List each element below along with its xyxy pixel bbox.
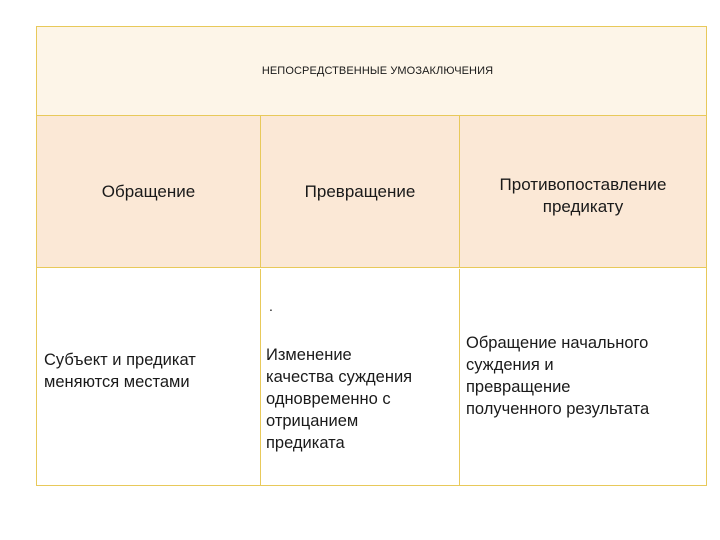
header-cell-contraposition — [459, 116, 706, 268]
header-cell-obversion — [260, 116, 459, 268]
body-text-conversion: Субъект и предикат меняются местами — [44, 351, 196, 391]
header-label-conversion: Обращение — [101, 181, 196, 201]
body-cell-obversion — [260, 269, 459, 485]
header-cell-conversion — [37, 116, 260, 268]
body-cell-contraposition — [459, 269, 706, 485]
header-label-obversion: Превращение — [304, 181, 416, 201]
body-text-obversion: Изменение качества суждения одновременно с отрицанием предиката — [266, 346, 413, 452]
body-cell-conversion — [37, 269, 260, 485]
inference-table — [36, 26, 707, 486]
stray-dot: . — [269, 298, 273, 314]
body-text-contraposition: Обращение начального суждения и превращение полученного результата — [466, 334, 650, 418]
header-label-contraposition: Противопоставление предикату — [499, 174, 667, 216]
table-title: НЕПОСРЕДСТВЕННЫЕ УМОЗАКЛЮЧЕНИЯ — [261, 65, 494, 77]
table-title-row — [37, 27, 706, 116]
